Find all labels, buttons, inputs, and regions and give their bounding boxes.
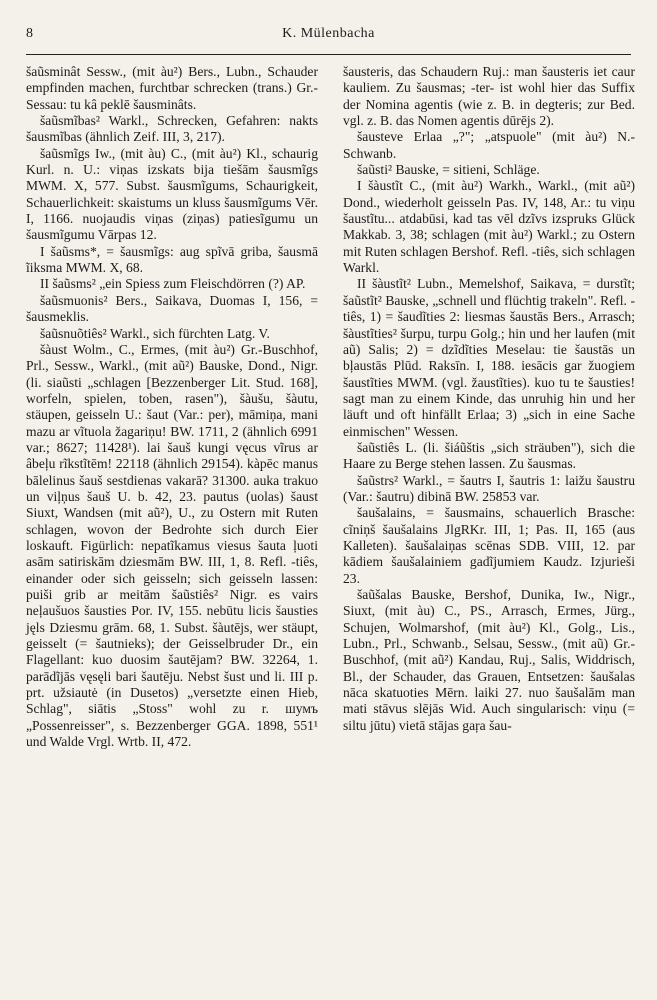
left-column (26, 64, 318, 750)
entry-sausties: šaũstiês L. (li. šiáũštis „sich sträuben"), sich die Haare zu Berge stehen lassen. Zu šausmas. (343, 439, 635, 472)
entry-sausminat: šaũsminât Sessw., (mit àu²) Bers., Lubn., Schauder empfinden machen, furchtbar schrecken (trans.) Gr.-Sessau: tu kâ peklē šausminâts. (26, 64, 318, 112)
entry-saustrs: šaũstrs² Warkl., = šautrs I, šautris 1: laižu šaustru (Var.: šautru) dibinā BW. 25853 var. (343, 472, 635, 504)
entry-sausteris: šausteris, das Schaudern Ruj.: man šausteris iet caur kauliem. Zu šausmas; -ter- ist wohl hier das Suffix der Nomina agentis (wie z. B. in degteris; zur Bed. vgl. z. B. das Nomen agentis dūrējs 2). (343, 64, 635, 129)
running-head: K. Mülenbacha (282, 26, 375, 41)
page-header (26, 26, 631, 48)
right-column (343, 64, 635, 734)
entry-sausms-2: II šaũsms² „ein Spiess zum Fleischdörren (?) AP. (40, 276, 306, 292)
header-rule (26, 54, 631, 55)
entry-sausalas: šaũšalas Bauske, Bershof, Dunika, Iw., Nigr., Siuxt, (mit àu) C., PS., Arrasch, Ermes, Jürg., Schujen, Wolmarshof, (mit àu²) Kl., Golg., Lis., Lubn., Prl., Schwanb., Selsau, Sessw., (mit aũ) Gr.-Buschhof, (mit aũ²) Kandau, Ruj., Salis, Widdrisch, Bl., der Schauder, das Grauen, Entsetzen: šaušalas nāca skatuoties Mērn. laiki 27. nuo šaušalām man mati stāvus slējās Wid. Auch singularisch: viņu (= siltu jūtu) vietā stājas gaŗa šau- (343, 587, 635, 733)
entry-sausalains: šaušalains, = šausmains, schauerlich Brasche: cĩniņš šaušalains JlgRKr. III, 1; Pas. II, 165 (aus Kalleten). šaušalaiņas scēnas SDB. VIII, 12. par kādiem šaušalainiem gadĩjumiem Kaudz. Izjurieši 23. (343, 505, 635, 586)
entry-sausti: šaũsti² Bauske, = sitieni, Schläge. (357, 162, 540, 178)
entry-sausmibas: šaũsmĩbas² Warkl., Schrecken, Gefahren: nakts šausmĩbas (ähnlich Zeif. III, 3, 217). (26, 113, 318, 145)
entry-sausnuoties: šaũsnuõtiês² Warkl., sich fürchten Latg. V. (40, 325, 270, 341)
entry-saust: šàust Wolm., C., Ermes, (mit àu²) Gr.-Buschhof, Prl., Sessw., Warkl., (mit aũ²) Bauske, Dond., Nigr. (li. siaũsti „schlagen [Bezzenberger Lit. Stud. 168], worfeln, spielen, toben, rasen"), šàušu, šàutu, stäupen, geisseln U.: šaut (Var.: per), māmiņa, mani mazu ar vĩtuola žagariņu! BW. 1711, 2 (ähnlich 6991 var.; 8627; 11428¹). lai šauš kungi vęcus vĩrus ar âbeļu rĩkstĩtēm! 22118 (ähnlich 29154). kàpēc manus bālelinus šauš sestdienas vakarā? 31300. auka trakuo un viļņus šauš U. b. 42, 23. pautus (uolas) šaust Siuxt, Wandsen (mit aũ²), U., zu Ostern mit Ruten schlagen, wovon der Bedrohte sich durch Eier loskauft. Figürlich: nepatĩkamus viesus šauta ļuoti asām satiriskām dziesmām BW. III, 1, 8. Refl. -tiês, einander oder sich geisseln; sich geisseln lassen: puiši grib ar meitām šaũstiês² Nigr. es vairs neļaušuos šausties Por. IV, 155. nebūtu licis šausties jęls Dziesmu grām. 68, 1. Subst. šàutējs, wer stäupt, geisselt (= šautnieks); der Geisselbruder Dr., ein Flagellant: kuo duosim šautējam? BW. 32264, 1. parādĩjās vęsęli bari šautēju. Nebst šust und li. III p. prt. užsiautė (in Dusetos) „versetzte einen Hieb, Schlag", siātis „Stoss" wohl zu r. шумъ „Possenreisser", s. Bezzenberger GGA. 1898, 551¹ und Walde Vrgl. Wrtb. II, 472. (26, 341, 318, 750)
entry-saustit-2: II šàustĩt² Lubn., Memelshof, Saikava, = durstĩt; šaũstĩt² Bauske, „schnell und flüchtig trakeln". Refl. -tiês, 1) = šaudĩties 2: liesmas šaustās Bers., Arrasch; šàustĩties² šurpu, turpu Golg.; hin und her laufen (mit aũ) Salis; 2) = dzĩdĩties Meselau: tie šaustās un bļaustās Plūd. Raksīn. I, 188. iesācis gar žuogiem šaustĩties MWM. (vgl. žaustĩties). kuo tu te šausties! sagt man zu einem Kinde, das unruhig hin und her läuft und oft hinfällt Erlaa; 3) „sich in eine Sache einmischen" Wessen. (343, 276, 635, 439)
entry-saustit-1: I šàustĩt C., (mit àu²) Warkh., Warkl., (mit aũ²) Dond., wiederholt geisseln Pas. IV, 148, Ar.: tu viņu šaustĩtu... atdabūsi, kad tas vēl dzĩvs izspruks Glück Makkab. 3, 38; schlagen (mit àu²) Warkl.; zu Ostern mit Ruten schlagen Bershof. Refl. -tiês, sich schlagen Warkl. (343, 178, 635, 276)
entry-sausmigs: šaũsmĩgs Iw., (mit àu) C., (mit àu²) Kl., schaurig Kurl. n. U.: viņas izskats bija tiešām šausmĩgs MWM. X, 577. Subst. šausmĩgums, Schaurigkeit, Schauerlichkeit: skaistums un kluss šausmĩgums Vēr. I, 1166. nuojaudis viņas (ziņas) patiesĩgumu un šausmĩgumu Vārpas 12. (26, 145, 318, 243)
entry-sausms-1: I šaũsms*, = šausmĩgs: aug spĩvā griba, šausmā ĩiksma MWM. X, 68. (26, 243, 318, 276)
entry-sausmuonis: šaũsmuonis² Bers., Saikava, Duomas I, 156, = šausmeklis. (26, 292, 318, 325)
page-number: 8 (26, 26, 33, 41)
entry-sausteve: šausteve Erlaa „?"; „atspuole" (mit àu²) N.-Schwanb. (343, 129, 635, 161)
